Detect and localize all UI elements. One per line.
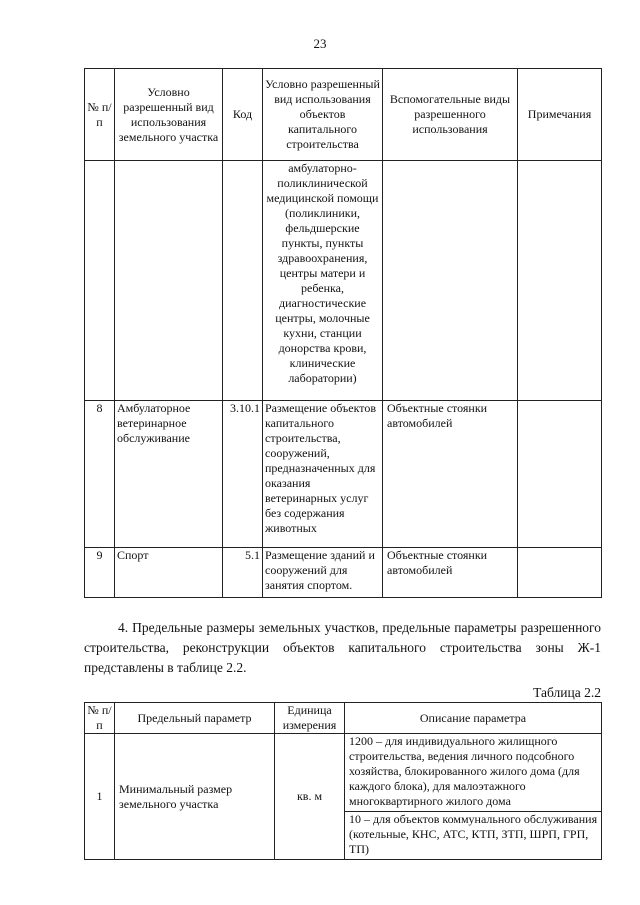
table-row: [85, 161, 602, 401]
header-parameter: Предельный параметр: [115, 703, 275, 734]
header-code: Код: [223, 69, 263, 161]
table-row: [85, 401, 602, 548]
header-main-use: Условно разрешенный вид использования земельного участка: [115, 69, 223, 161]
cell-num: [85, 161, 115, 401]
cell-main-use: Амбулаторное ветеринарное обслуживание: [115, 401, 223, 548]
cell-code: 5.1: [223, 548, 263, 598]
header-num: № п/п: [85, 703, 115, 734]
cell-notes: [518, 161, 602, 401]
cell-unit: кв. м: [275, 734, 345, 860]
table-row: [85, 548, 602, 598]
header-notes: Примечания: [518, 69, 602, 161]
cell-capital-use: амбулаторно-поликлинической медицинской помощи (поликлиники, фельдшерские пункты, пункты здравоохранения, центры матери и ребенка, диагностические центры, молочные кухни, станции донорства крови, клинические лаборатории): [263, 161, 383, 401]
cell-num: 8: [85, 401, 115, 548]
cell-capital-use: Размещение зданий и сооружений для занятия спортом.: [263, 548, 383, 598]
cell-parameter: Минимальный размер земельного участка: [115, 734, 275, 860]
table-header-row: [85, 69, 602, 161]
header-auxiliary: Вспомогательные виды разрешенного использования: [383, 69, 518, 161]
cell-code: 3.10.1: [223, 401, 263, 548]
cell-main-use: Спорт: [115, 548, 223, 598]
cell-notes: [518, 401, 602, 548]
header-description: Описание параметра: [345, 703, 602, 734]
cell-code: [223, 161, 263, 401]
table-caption: Таблица 2.2: [533, 685, 601, 700]
cell-main-use: [115, 161, 223, 401]
cell-num: 9: [85, 548, 115, 598]
header-num: № п/п: [85, 69, 115, 161]
header-capital-use: Условно разрешенный вид использования объектов капитального строительства: [263, 69, 383, 161]
cell-capital-use: Размещение объектов капитального строительства, сооружений, предназначенных для оказания ветеринарных услуг без содержания животных: [263, 401, 383, 548]
cell-notes: [518, 548, 602, 598]
page-number: 23: [313, 36, 327, 51]
table-row: [85, 734, 602, 812]
cell-auxiliary: Объектные стоянки автомобилей: [383, 548, 518, 598]
cell-num: 1: [85, 734, 115, 860]
cell-auxiliary: Объектные стоянки автомобилей: [383, 401, 518, 548]
limit-parameters-table: [84, 702, 602, 860]
permitted-use-table: [84, 68, 602, 598]
body-paragraph: 4. Предельные размеры земельных участков, предельные параметры разрешенного строительства, реконструкции объектов капитального строительства зоны Ж-1 представлены в таблице 2.2.: [84, 620, 601, 675]
cell-description: 1200 – для индивидуального жилищного строительства, ведения личного подсобного хозяйства, блокированного жилого дома (для каждого блока), для малоэтажного многоквартирного жилого дома: [345, 734, 602, 812]
cell-auxiliary: [383, 161, 518, 401]
header-unit: Единица измерения: [275, 703, 345, 734]
cell-description: 10 – для объектов коммунального обслуживания (котельные, КНС, АТС, КТП, ЗТП, ШРП, ГРП, ТП): [345, 812, 602, 860]
table-header-row: [85, 703, 602, 734]
